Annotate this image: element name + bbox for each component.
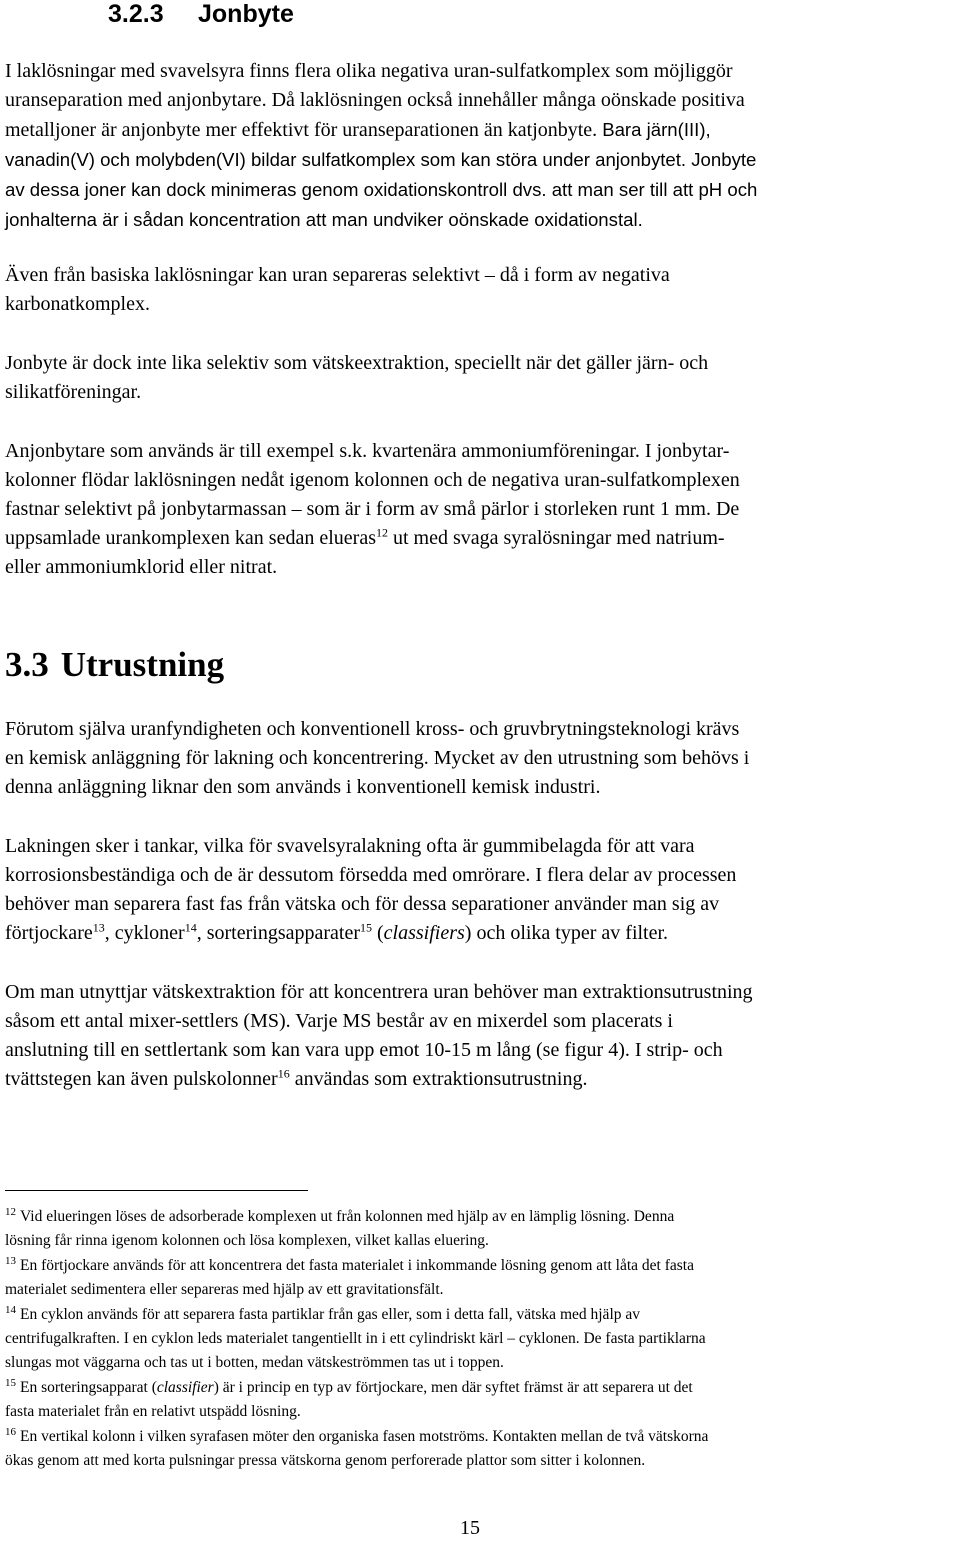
- paragraph-6: [5, 832, 957, 948]
- paragraph-2: Även från basiska laklösningar kan uran separeras selektivt – då i form av negativa karbonatkomplex.: [5, 264, 670, 315]
- footnote-14: [5, 1303, 960, 1376]
- footnote-text: Vid elueringen löses de adsorberade komplexen ut från kolonnen med hjälp av en lämplig lösning. Denna lösning får rinna igenom kolonnen och lösa komplexen, vilket kallas eluering.: [5, 1208, 675, 1250]
- page-number: 15: [460, 1517, 480, 1539]
- paragraph-6-text-a: Lakningen sker i tankar, vilka för svavelsyralakning ofta är gummibelagda för att vara korrosionsbeständiga och de är dessutom försedda med omrörare. I flera delar av processen behöver man separera fast fas från vätska och för dessa separationer använder man sig av förtjockare: [5, 835, 737, 944]
- paragraph-1: [5, 57, 957, 235]
- subsection-title: Jonbyte: [198, 0, 294, 28]
- paragraph-7: [5, 978, 957, 1094]
- paragraph-7-text-a: Om man utnyttjar vätskextraktion för att koncentrera uran behöver man extraktionsutrustning såsom ett antal mixer-settlers (MS). Varje MS består av en mixerdel som placerats i anslutning till en settlertank som kan vara upp emot 10-15 m lång (se figur 4). I strip- och tvättstegen kan även pulskolonner: [5, 981, 753, 1090]
- footnote-number: 13: [5, 1254, 16, 1267]
- footnote-12: [5, 1205, 960, 1254]
- footnote-ref-16[interactable]: 16: [277, 1066, 290, 1081]
- paragraph-7-text-b: användas som extraktionsutrustning.: [289, 1068, 588, 1090]
- footnote-ref-12[interactable]: 12: [375, 525, 388, 540]
- footnote-13: [5, 1254, 960, 1303]
- paragraph-5: Förutom själva uranfyndigheten och konventionell kross- och gruvbrytningsteknologi krävs en kemisk anläggning för lakning och koncentrering. Mycket av den utrustning som behövs i denna anläggning liknar den som används i konventionell kemisk industri.: [5, 718, 750, 798]
- footnote-text: En cyklon används för att separera fasta partiklar från gas eller, som i detta fall, vätska med hjälp av centrifugalkraften. I en cyklon leds materialet tangentiellt in i ett cylindriskt kärl – cyklonen. De fasta partiklarna slungas mot väggarna och tas ut i botten, medan vätskeströmmen tas ut i toppen.: [5, 1305, 706, 1372]
- footnotes: [5, 1205, 960, 1473]
- section-heading: [5, 640, 224, 690]
- footnote-text: ) är i princip en typ av förtjockare, men där syftet främst är att separera ut det fasta materialet från en relativt utspädd lösning.: [5, 1378, 693, 1421]
- footnote-ref-13[interactable]: 13: [92, 920, 105, 935]
- paragraph-6-text-c: , sorteringsapparater: [196, 922, 360, 944]
- footnote-text: En sorteringsapparat (: [20, 1378, 157, 1396]
- section-title: Utrustning: [60, 645, 225, 684]
- footnote-16: [5, 1425, 960, 1474]
- footnote-text: En förtjockare används för att koncentrera det fasta materialet i inkommande lösning genom att låta det fasta materialet sedimentera eller separeras med hjälp av ett gravitationsfält.: [5, 1256, 694, 1299]
- paragraph-6-italic: classifiers: [383, 922, 465, 944]
- footnote-15: [5, 1376, 960, 1425]
- subsection-heading: [108, 0, 294, 34]
- footnote-number: 12: [5, 1206, 16, 1218]
- paragraph-4-text-a: Anjonbytare som används är till exempel s.k. kvartenära ammoniumföreningar. I jonbytar- kolonner flödar laklösningen nedåt igenom kolonnen och de negativa uran-sulfatkomplexen fastnar selektivt på jonbytarmassan – som är i form av små pärlor i storleken runt 1 mm. De uppsamlade urankomplexen kan sedan elueras: [5, 440, 740, 549]
- paragraph-4: [5, 437, 957, 582]
- paragraph-6-text-e: ) och olika typer av filter.: [464, 922, 669, 944]
- footnote-text: En vertikal kolonn i vilken syrafasen möter den organiska fasen motströms. Kontakten mellan de två vätskorna ökas genom att med korta pulsningar pressa vätskorna genom perforerade plattor som sitter i kolonnen.: [5, 1427, 709, 1470]
- footnote-ref-14[interactable]: 14: [184, 920, 197, 935]
- paragraph-6-text-b: , cykloner: [104, 922, 185, 944]
- paragraph-1-text-b: Bara järn(III), vanadin(V) och molybden(VI) bildar sulfatkomplex som kan störa under anjonbytet. Jonbyte av dessa joner kan dock minimeras genom oxidationskontroll dvs. att man ser till att pH och jonhalterna är i sådan koncentration att man undviker oönskade oxidationstal.: [5, 119, 758, 230]
- paragraph-6-text-d: (: [371, 922, 384, 944]
- footnote-number: 16: [5, 1425, 16, 1438]
- footnote-separator: [5, 1190, 308, 1191]
- footnote-ref-15[interactable]: 15: [359, 920, 372, 935]
- footnote-italic: classifier: [156, 1378, 214, 1396]
- paragraph-3: Jonbyte är dock inte lika selektiv som vätskeextraktion, speciellt när det gäller järn- och silikatföreningar.: [5, 352, 709, 403]
- paragraph-1-text-a: I laklösningar med svavelsyra finns flera olika negativa uran-sulfatkomplex som möjliggör uranseparation med anjonbytare. Då laklösningen också innehåller många oönskade positiva metalljoner är anjonbyte mer effektivt för uranseparationen än katjonbyte.: [5, 60, 745, 141]
- subsection-number: 3.2.3: [108, 0, 164, 28]
- footnote-number: 14: [5, 1303, 16, 1316]
- footnote-number: 15: [5, 1376, 16, 1389]
- section-number: 3.3: [5, 645, 49, 684]
- paragraph-4-text-b: ut med svaga syralösningar med natrium- eller ammoniumklorid eller nitrat.: [5, 527, 725, 578]
